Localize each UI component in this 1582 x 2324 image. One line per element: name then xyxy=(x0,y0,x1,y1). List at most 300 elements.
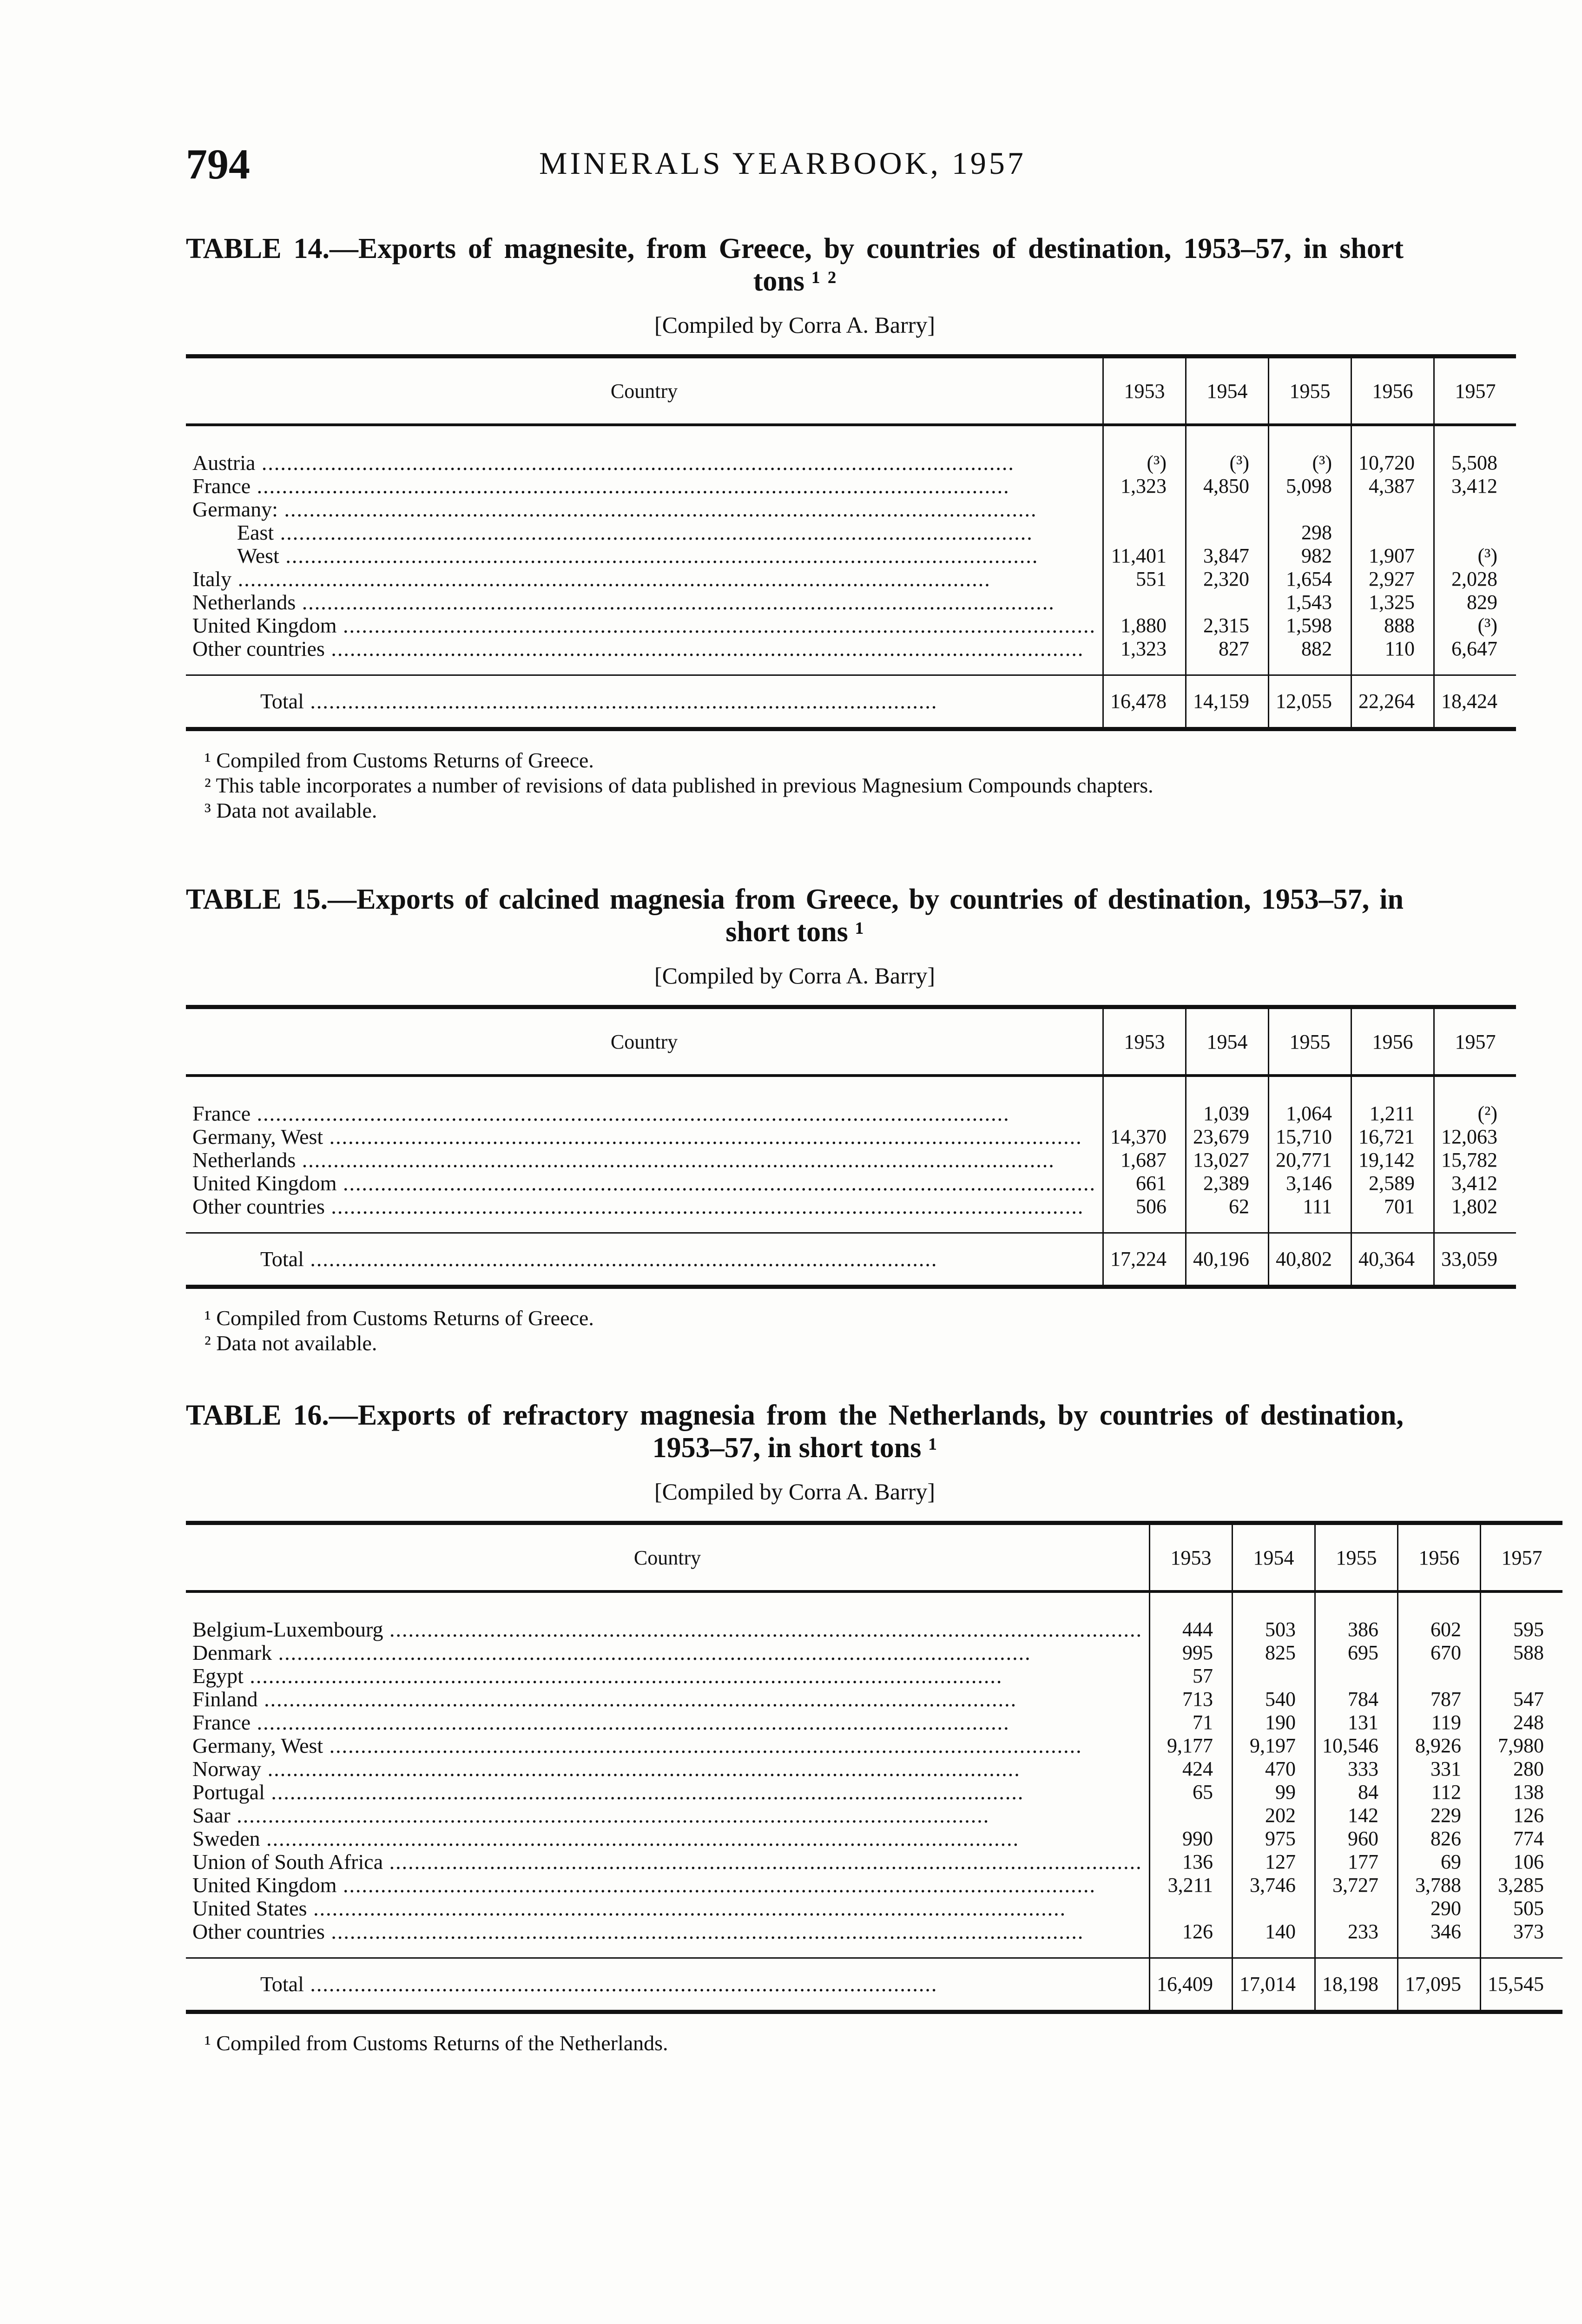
leader-dots: ........................................................................................................................ xyxy=(250,475,1010,498)
value-cell: 233 xyxy=(1315,1920,1398,1958)
value-cell: 131 xyxy=(1315,1711,1398,1734)
leader-dots: ........................................................................................................................ xyxy=(336,1172,1096,1195)
leader-dots: .................................................................................................... xyxy=(303,1247,938,1271)
table-row xyxy=(186,1897,1562,1920)
total-value-cell: 16,409 xyxy=(1150,1958,1233,2012)
value-cell: 9,197 xyxy=(1233,1734,1315,1757)
value-cell: 10,546 xyxy=(1315,1734,1398,1757)
leader-dots: ........................................................................................................................ xyxy=(260,1827,1020,1850)
value-cell xyxy=(1398,1664,1481,1688)
value-cell: 190 xyxy=(1233,1711,1315,1734)
value-cell xyxy=(1351,498,1434,521)
value-cell: 126 xyxy=(1481,1804,1563,1827)
country-cell xyxy=(186,475,1103,498)
country-cell xyxy=(186,1195,1103,1233)
table-row xyxy=(186,1076,1516,1125)
page-number: 794 xyxy=(186,140,250,188)
leader-dots: ........................................................................................................................ xyxy=(230,1804,990,1827)
value-cell: 1,039 xyxy=(1186,1076,1268,1125)
value-cell: 975 xyxy=(1233,1827,1315,1850)
column-header-year: 1953 xyxy=(1103,1007,1186,1076)
country-cell xyxy=(186,1149,1103,1172)
total-label: Total .................................................................................................... xyxy=(186,675,1103,729)
leader-dots: ........................................................................................................................ xyxy=(323,1125,1082,1149)
total-value-cell: 18,198 xyxy=(1315,1958,1398,2012)
value-cell: 19,142 xyxy=(1351,1149,1434,1172)
country-cell xyxy=(186,568,1103,591)
value-cell: 3,788 xyxy=(1398,1874,1481,1897)
country-name: Germany, West xyxy=(192,1125,323,1149)
table-title-text: —Exports of magnesite, from Greece, by countries of destination, 1953–57, in short tons ¹ ² xyxy=(329,233,1404,297)
value-cell: 882 xyxy=(1268,637,1351,675)
value-cell xyxy=(1150,1897,1233,1920)
value-cell: 1,325 xyxy=(1351,591,1434,614)
footnotes xyxy=(186,2031,1404,2056)
table-row xyxy=(186,1641,1562,1664)
value-cell: 127 xyxy=(1233,1850,1315,1874)
table-row xyxy=(186,425,1516,475)
value-cell: 713 xyxy=(1150,1688,1233,1711)
leader-dots: ........................................................................................................................ xyxy=(277,498,1037,521)
value-cell: (³) xyxy=(1434,614,1516,637)
total-value-cell: 14,159 xyxy=(1186,675,1268,729)
footnote: ¹ Compiled from Customs Returns of the Netherlands. xyxy=(204,2031,668,2055)
footnotes xyxy=(186,1306,1404,1356)
column-header-year: 1953 xyxy=(1150,1523,1233,1592)
country-cell xyxy=(186,1734,1150,1757)
value-cell: 774 xyxy=(1481,1827,1563,1850)
leader-dots: ........................................................................................................................ xyxy=(324,637,1084,660)
value-cell: 110 xyxy=(1351,637,1434,675)
table-title xyxy=(186,883,1404,948)
country-name: United Kingdom xyxy=(192,1172,337,1195)
value-cell: 982 xyxy=(1268,544,1351,568)
value-cell: 9,177 xyxy=(1150,1734,1233,1757)
country-name: Germany: xyxy=(192,498,278,521)
table-row xyxy=(186,1781,1562,1804)
value-cell: 5,508 xyxy=(1434,425,1516,475)
total-value-cell: 18,424 xyxy=(1434,675,1516,729)
country-cell xyxy=(186,1688,1150,1711)
value-cell xyxy=(1186,521,1268,544)
leader-dots: ........................................................................................................................ xyxy=(296,591,1055,614)
value-cell: 280 xyxy=(1481,1757,1563,1781)
table-row xyxy=(186,1757,1562,1781)
leader-dots: ........................................................................................................................ xyxy=(243,1664,1003,1688)
header-row xyxy=(186,357,1516,425)
value-cell xyxy=(1186,591,1268,614)
value-cell xyxy=(1233,1897,1315,1920)
value-cell: 1,543 xyxy=(1268,591,1351,614)
value-cell xyxy=(1481,1664,1563,1688)
column-header-year: 1956 xyxy=(1398,1523,1481,1592)
header-row xyxy=(186,1523,1562,1592)
country-name: United States xyxy=(192,1897,307,1920)
total-label: Total .................................................................................................... xyxy=(186,1233,1103,1287)
table-row xyxy=(186,591,1516,614)
table-row xyxy=(186,568,1516,591)
value-cell: 826 xyxy=(1398,1827,1481,1850)
value-cell: 20,771 xyxy=(1268,1149,1351,1172)
column-header-year: 1957 xyxy=(1481,1523,1563,1592)
value-cell: 5,098 xyxy=(1268,475,1351,498)
country-name: Netherlands xyxy=(192,591,296,614)
country-cell xyxy=(186,1641,1150,1664)
value-cell: 602 xyxy=(1398,1591,1481,1641)
total-value-cell: 40,802 xyxy=(1268,1233,1351,1287)
value-cell: 10,720 xyxy=(1351,425,1434,475)
total-label: Total .................................................................................................... xyxy=(186,1958,1150,2012)
table-16-block xyxy=(186,1399,1544,2056)
country-cell xyxy=(186,498,1103,521)
value-cell: 990 xyxy=(1150,1827,1233,1850)
table-row xyxy=(186,1734,1562,1757)
column-header-year: 1955 xyxy=(1268,1007,1351,1076)
table-row xyxy=(186,1664,1562,1688)
country-name: East xyxy=(237,521,274,544)
country-name: Denmark xyxy=(192,1641,272,1664)
value-cell: 551 xyxy=(1103,568,1186,591)
total-value-cell: 17,095 xyxy=(1398,1958,1481,2012)
value-cell: (³) xyxy=(1434,544,1516,568)
total-value-cell: 22,264 xyxy=(1351,675,1434,729)
value-cell: 229 xyxy=(1398,1804,1481,1827)
leader-dots: ........................................................................................................................ xyxy=(383,1850,1142,1874)
leader-dots: ........................................................................................................................ xyxy=(250,1102,1010,1125)
total-value-cell: 33,059 xyxy=(1434,1233,1516,1287)
value-cell: 1,880 xyxy=(1103,614,1186,637)
value-cell: 3,727 xyxy=(1315,1874,1398,1897)
country-name: Netherlands xyxy=(192,1149,296,1172)
value-cell: 1,323 xyxy=(1103,475,1186,498)
value-cell xyxy=(1315,1897,1398,1920)
value-cell: 960 xyxy=(1315,1827,1398,1850)
table-label: TABLE 16. xyxy=(186,1400,329,1431)
value-cell: 784 xyxy=(1315,1688,1398,1711)
country-name: Other countries xyxy=(192,1920,325,1943)
value-cell: 331 xyxy=(1398,1757,1481,1781)
table-row xyxy=(186,614,1516,637)
value-cell: 825 xyxy=(1233,1641,1315,1664)
value-cell: 333 xyxy=(1315,1757,1398,1781)
value-cell: 2,315 xyxy=(1186,614,1268,637)
country-name: Norway xyxy=(192,1757,262,1781)
value-cell: 99 xyxy=(1233,1781,1315,1804)
value-cell: 3,285 xyxy=(1481,1874,1563,1897)
column-header-year: 1954 xyxy=(1186,1007,1268,1076)
total-row xyxy=(186,1958,1562,2012)
value-cell: 136 xyxy=(1150,1850,1233,1874)
country-name: Other countries xyxy=(192,637,325,660)
value-cell: 1,802 xyxy=(1434,1195,1516,1233)
column-header-year: 1955 xyxy=(1268,357,1351,425)
value-cell: 62 xyxy=(1186,1195,1268,1233)
country-name: West xyxy=(237,544,279,568)
value-cell: 695 xyxy=(1315,1641,1398,1664)
country-name: France xyxy=(192,1102,251,1125)
country-name: Sweden xyxy=(192,1827,260,1850)
data-table xyxy=(186,354,1516,731)
value-cell: 1,211 xyxy=(1351,1076,1434,1125)
footnote: ² Data not available. xyxy=(204,1331,377,1355)
country-name: Germany, West xyxy=(192,1734,323,1757)
country-cell xyxy=(186,1897,1150,1920)
value-cell: 202 xyxy=(1233,1804,1315,1827)
value-cell xyxy=(1103,498,1186,521)
value-cell: 11,401 xyxy=(1103,544,1186,568)
value-cell xyxy=(1150,1804,1233,1827)
leader-dots: ........................................................................................................................ xyxy=(264,1781,1024,1804)
value-cell: 424 xyxy=(1150,1757,1233,1781)
column-header-year: 1954 xyxy=(1186,357,1268,425)
value-cell: 3,211 xyxy=(1150,1874,1233,1897)
value-cell: 701 xyxy=(1351,1195,1434,1233)
leader-dots: ........................................................................................................................ xyxy=(279,544,1039,568)
value-cell: 827 xyxy=(1186,637,1268,675)
table-row xyxy=(186,1688,1562,1711)
country-name: Saar xyxy=(192,1804,231,1827)
leader-dots: ........................................................................................................................ xyxy=(257,1688,1017,1711)
column-header-year: 1957 xyxy=(1434,357,1516,425)
table-row xyxy=(186,1149,1516,1172)
table-row xyxy=(186,1591,1562,1641)
column-header-year: 1954 xyxy=(1233,1523,1315,1592)
compiled-by-note: [Compiled by Corra A. Barry] xyxy=(654,963,936,989)
table-row xyxy=(186,1804,1562,1827)
country-name: Other countries xyxy=(192,1195,325,1218)
country-cell xyxy=(186,591,1103,614)
value-cell: 2,028 xyxy=(1434,568,1516,591)
leader-dots: ........................................................................................................................ xyxy=(307,1897,1067,1920)
value-cell: 6,647 xyxy=(1434,637,1516,675)
country-name: Portugal xyxy=(192,1781,265,1804)
table-row xyxy=(186,521,1516,544)
value-cell xyxy=(1268,498,1351,521)
country-name: France xyxy=(192,475,251,498)
leader-dots: .................................................................................................... xyxy=(303,689,938,713)
value-cell: (³) xyxy=(1103,425,1186,475)
value-cell xyxy=(1103,591,1186,614)
running-title: MINERALS YEARBOOK, 1957 xyxy=(539,145,1026,181)
compiled-by-note: [Compiled by Corra A. Barry] xyxy=(654,1479,936,1505)
total-value-cell: 12,055 xyxy=(1268,675,1351,729)
table-title-text: —Exports of refractory magnesia from the Netherlands, by countries of destination, 1953–57, in short tons ¹ xyxy=(329,1400,1404,1464)
value-cell: 12,063 xyxy=(1434,1125,1516,1149)
data-table xyxy=(186,1005,1516,1289)
table-title xyxy=(186,1399,1404,1464)
value-cell: 111 xyxy=(1268,1195,1351,1233)
value-cell: 373 xyxy=(1481,1920,1563,1958)
country-name: United Kingdom xyxy=(192,614,337,637)
value-cell: 290 xyxy=(1398,1897,1481,1920)
country-cell xyxy=(186,1591,1150,1641)
leader-dots: ........................................................................................................................ xyxy=(324,1195,1084,1218)
value-cell: 71 xyxy=(1150,1711,1233,1734)
compiled-by-note: [Compiled by Corra A. Barry] xyxy=(654,312,936,338)
value-cell: 298 xyxy=(1268,521,1351,544)
value-cell: 1,907 xyxy=(1351,544,1434,568)
value-cell: 8,926 xyxy=(1398,1734,1481,1757)
value-cell: 503 xyxy=(1233,1591,1315,1641)
table-row xyxy=(186,1172,1516,1195)
total-row xyxy=(186,675,1516,729)
country-name: Austria xyxy=(192,451,256,475)
value-cell: 506 xyxy=(1103,1195,1186,1233)
column-header-year: 1953 xyxy=(1103,357,1186,425)
country-cell xyxy=(186,614,1103,637)
value-cell: 65 xyxy=(1150,1781,1233,1804)
table-row xyxy=(186,1920,1562,1958)
value-cell: 470 xyxy=(1233,1757,1315,1781)
leader-dots: ........................................................................................................................ xyxy=(250,1711,1010,1734)
country-cell xyxy=(186,1804,1150,1827)
value-cell: (³) xyxy=(1186,425,1268,475)
value-cell: 4,387 xyxy=(1351,475,1434,498)
value-cell xyxy=(1186,498,1268,521)
value-cell: (³) xyxy=(1268,425,1351,475)
table-row xyxy=(186,498,1516,521)
value-cell xyxy=(1233,1664,1315,1688)
value-cell: 112 xyxy=(1398,1781,1481,1804)
value-cell: 3,847 xyxy=(1186,544,1268,568)
value-cell: 505 xyxy=(1481,1897,1563,1920)
value-cell: 787 xyxy=(1398,1688,1481,1711)
total-value-cell: 17,014 xyxy=(1233,1958,1315,2012)
table-row xyxy=(186,1195,1516,1233)
leader-dots: ........................................................................................................................ xyxy=(336,614,1096,637)
total-value-cell: 17,224 xyxy=(1103,1233,1186,1287)
column-header-country: Country xyxy=(186,1523,1150,1592)
leader-dots: ........................................................................................................................ xyxy=(272,1641,1031,1664)
country-cell xyxy=(186,1711,1150,1734)
total-value-cell: 15,545 xyxy=(1481,1958,1563,2012)
value-cell: 57 xyxy=(1150,1664,1233,1688)
value-cell: 547 xyxy=(1481,1688,1563,1711)
country-cell xyxy=(186,1757,1150,1781)
country-name: United Kingdom xyxy=(192,1874,337,1897)
value-cell xyxy=(1315,1664,1398,1688)
page-header xyxy=(186,139,1404,195)
value-cell: 142 xyxy=(1315,1804,1398,1827)
footnote: ¹ Compiled from Customs Returns of Greece. xyxy=(204,748,594,772)
header-row xyxy=(186,1007,1516,1076)
value-cell: 1,654 xyxy=(1268,568,1351,591)
table-row xyxy=(186,1827,1562,1850)
value-cell: 2,927 xyxy=(1351,568,1434,591)
value-cell: 2,389 xyxy=(1186,1172,1268,1195)
country-cell xyxy=(186,1125,1103,1149)
leader-dots: ........................................................................................................................ xyxy=(324,1920,1084,1943)
table-label: TABLE 15. xyxy=(186,884,328,915)
value-cell: 540 xyxy=(1233,1688,1315,1711)
value-cell: 84 xyxy=(1315,1781,1398,1804)
leader-dots: ........................................................................................................................ xyxy=(296,1149,1055,1172)
country-name: Egypt xyxy=(192,1664,244,1688)
value-cell: 595 xyxy=(1481,1591,1563,1641)
country-cell xyxy=(186,544,1103,568)
value-cell: 119 xyxy=(1398,1711,1481,1734)
value-cell xyxy=(1434,521,1516,544)
value-cell: 995 xyxy=(1150,1641,1233,1664)
country-cell xyxy=(186,1172,1103,1195)
table-14-block xyxy=(186,232,1497,823)
column-header-country: Country xyxy=(186,1007,1103,1076)
table-row xyxy=(186,1850,1562,1874)
table-title-text: —Exports of calcined magnesia from Greece, by countries of destination, 1953–57, in short tons ¹ xyxy=(328,884,1404,948)
table-title xyxy=(186,232,1404,297)
column-header-year: 1956 xyxy=(1351,357,1434,425)
value-cell xyxy=(1351,521,1434,544)
table-row xyxy=(186,475,1516,498)
country-cell xyxy=(186,1850,1150,1874)
table-row xyxy=(186,637,1516,675)
country-cell xyxy=(186,1874,1150,1897)
value-cell: 23,679 xyxy=(1186,1125,1268,1149)
leader-dots: ........................................................................................................................ xyxy=(255,451,1015,475)
value-cell: 15,710 xyxy=(1268,1125,1351,1149)
value-cell: 138 xyxy=(1481,1781,1563,1804)
value-cell: 7,980 xyxy=(1481,1734,1563,1757)
country-cell xyxy=(186,1781,1150,1804)
country-name: France xyxy=(192,1711,251,1734)
country-cell xyxy=(186,425,1103,475)
value-cell: 126 xyxy=(1150,1920,1233,1958)
value-cell: 13,027 xyxy=(1186,1149,1268,1172)
value-cell: 1,687 xyxy=(1103,1149,1186,1172)
value-cell: 1,323 xyxy=(1103,637,1186,675)
country-cell xyxy=(186,1920,1150,1958)
leader-dots: ........................................................................................................................ xyxy=(274,521,1033,544)
country-cell xyxy=(186,1664,1150,1688)
country-cell xyxy=(186,637,1103,675)
value-cell: (²) xyxy=(1434,1076,1516,1125)
footnote: ¹ Compiled from Customs Returns of Greece. xyxy=(204,1306,594,1330)
value-cell: 888 xyxy=(1351,614,1434,637)
leader-dots: ........................................................................................................................ xyxy=(383,1618,1143,1641)
value-cell: 3,412 xyxy=(1434,475,1516,498)
footnote: ² This table incorporates a number of revisions of data published in previous Magnesium Compounds chapters. xyxy=(204,773,1154,797)
value-cell: 1,598 xyxy=(1268,614,1351,637)
country-name: Union of South Africa xyxy=(192,1850,383,1874)
value-cell: 177 xyxy=(1315,1850,1398,1874)
value-cell: 69 xyxy=(1398,1850,1481,1874)
column-header-country: Country xyxy=(186,357,1103,425)
data-table xyxy=(186,1521,1562,2014)
country-name: Belgium-Luxembourg xyxy=(192,1618,383,1641)
country-name: Finland xyxy=(192,1688,258,1711)
value-cell: 16,721 xyxy=(1351,1125,1434,1149)
leader-dots: ........................................................................................................................ xyxy=(261,1757,1021,1781)
country-cell xyxy=(186,1076,1103,1125)
value-cell: 248 xyxy=(1481,1711,1563,1734)
leader-dots: ........................................................................................................................ xyxy=(336,1874,1096,1897)
value-cell: 4,850 xyxy=(1186,475,1268,498)
value-cell: 829 xyxy=(1434,591,1516,614)
leader-dots: .................................................................................................... xyxy=(303,1972,938,1996)
value-cell xyxy=(1103,1076,1186,1125)
leader-dots: ........................................................................................................................ xyxy=(231,568,991,591)
value-cell: 444 xyxy=(1150,1591,1233,1641)
total-value-cell: 40,196 xyxy=(1186,1233,1268,1287)
column-header-year: 1957 xyxy=(1434,1007,1516,1076)
value-cell: 15,782 xyxy=(1434,1149,1516,1172)
value-cell: 1,064 xyxy=(1268,1076,1351,1125)
table-row xyxy=(186,544,1516,568)
value-cell: 588 xyxy=(1481,1641,1563,1664)
country-cell xyxy=(186,1827,1150,1850)
table-row xyxy=(186,1125,1516,1149)
value-cell: 3,412 xyxy=(1434,1172,1516,1195)
